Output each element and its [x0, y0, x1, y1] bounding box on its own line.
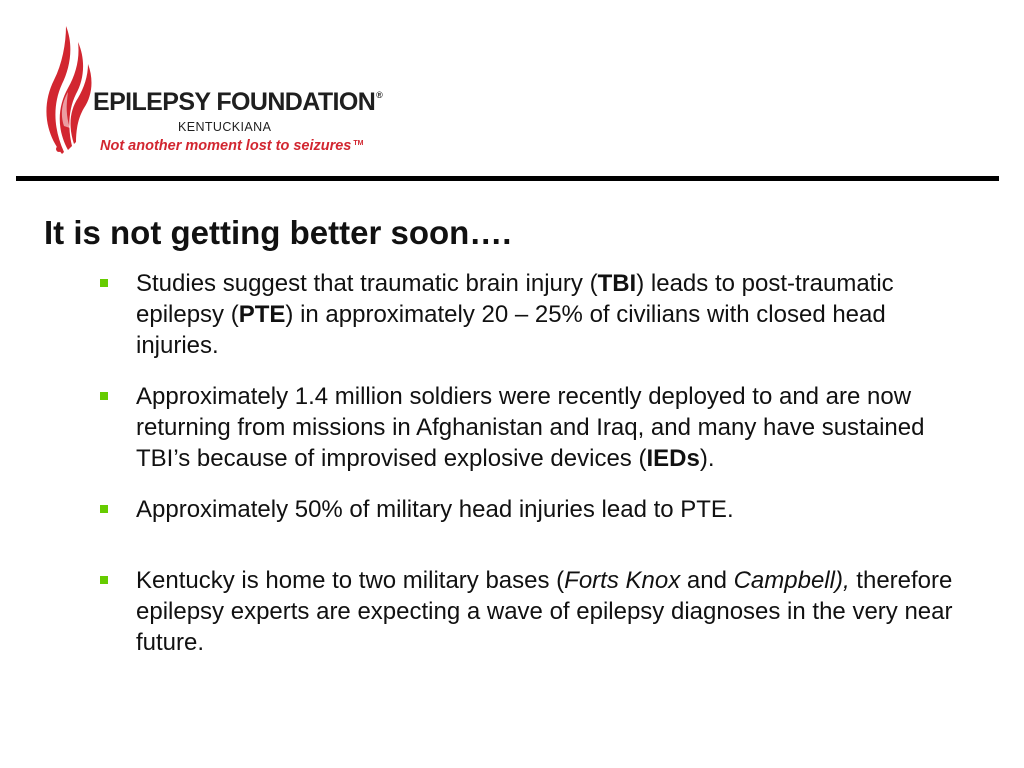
logo-tagline: Not another moment lost to seizures ™: [100, 138, 364, 154]
registered-mark: ®: [376, 90, 383, 100]
square-bullet-icon: [100, 279, 108, 287]
bullet-item: Approximately 50% of military head injuries lead to PTE.: [96, 494, 966, 525]
slide-title: It is not getting better soon….: [44, 214, 512, 251]
tbi-abbrev: TBI: [597, 270, 637, 297]
square-bullet-icon: [100, 392, 108, 400]
campbell-text: Campbell),: [733, 567, 850, 594]
header-divider: [16, 176, 999, 181]
pte-abbrev: PTE: [238, 301, 286, 328]
square-bullet-icon: [100, 505, 108, 513]
flame-icon: [40, 22, 94, 156]
bullet-item: Kentucky is home to two military bases (Forts Knox and Campbell), therefore epilepsy experts are expecting a wave of epilepsy diagnoses in the very near future.: [96, 565, 966, 658]
ieds-abbrev: IEDs: [646, 445, 700, 472]
bullet-item: Studies suggest that traumatic brain injury (TBI) leads to post-traumatic epilepsy (PTE) in approximately 20 – 25% of civilians with closed head injuries.: [96, 268, 966, 361]
square-bullet-icon: [100, 576, 108, 584]
logo-name: EPILEPSY FOUNDATION®: [93, 88, 383, 116]
bullet-list: [96, 268, 966, 678]
logo-region: KENTUCKIANA: [178, 120, 272, 134]
trademark-mark: TM: [353, 140, 364, 147]
forts-knox-text: Forts Knox: [564, 567, 681, 594]
epilepsy-foundation-logo: [40, 22, 420, 162]
bullet-item: Approximately 1.4 million soldiers were recently deployed to and are now returning from missions in Afghanistan and Iraq, and many have sustained TBI’s because of improvised explosive devices (IEDs).: [96, 381, 966, 474]
